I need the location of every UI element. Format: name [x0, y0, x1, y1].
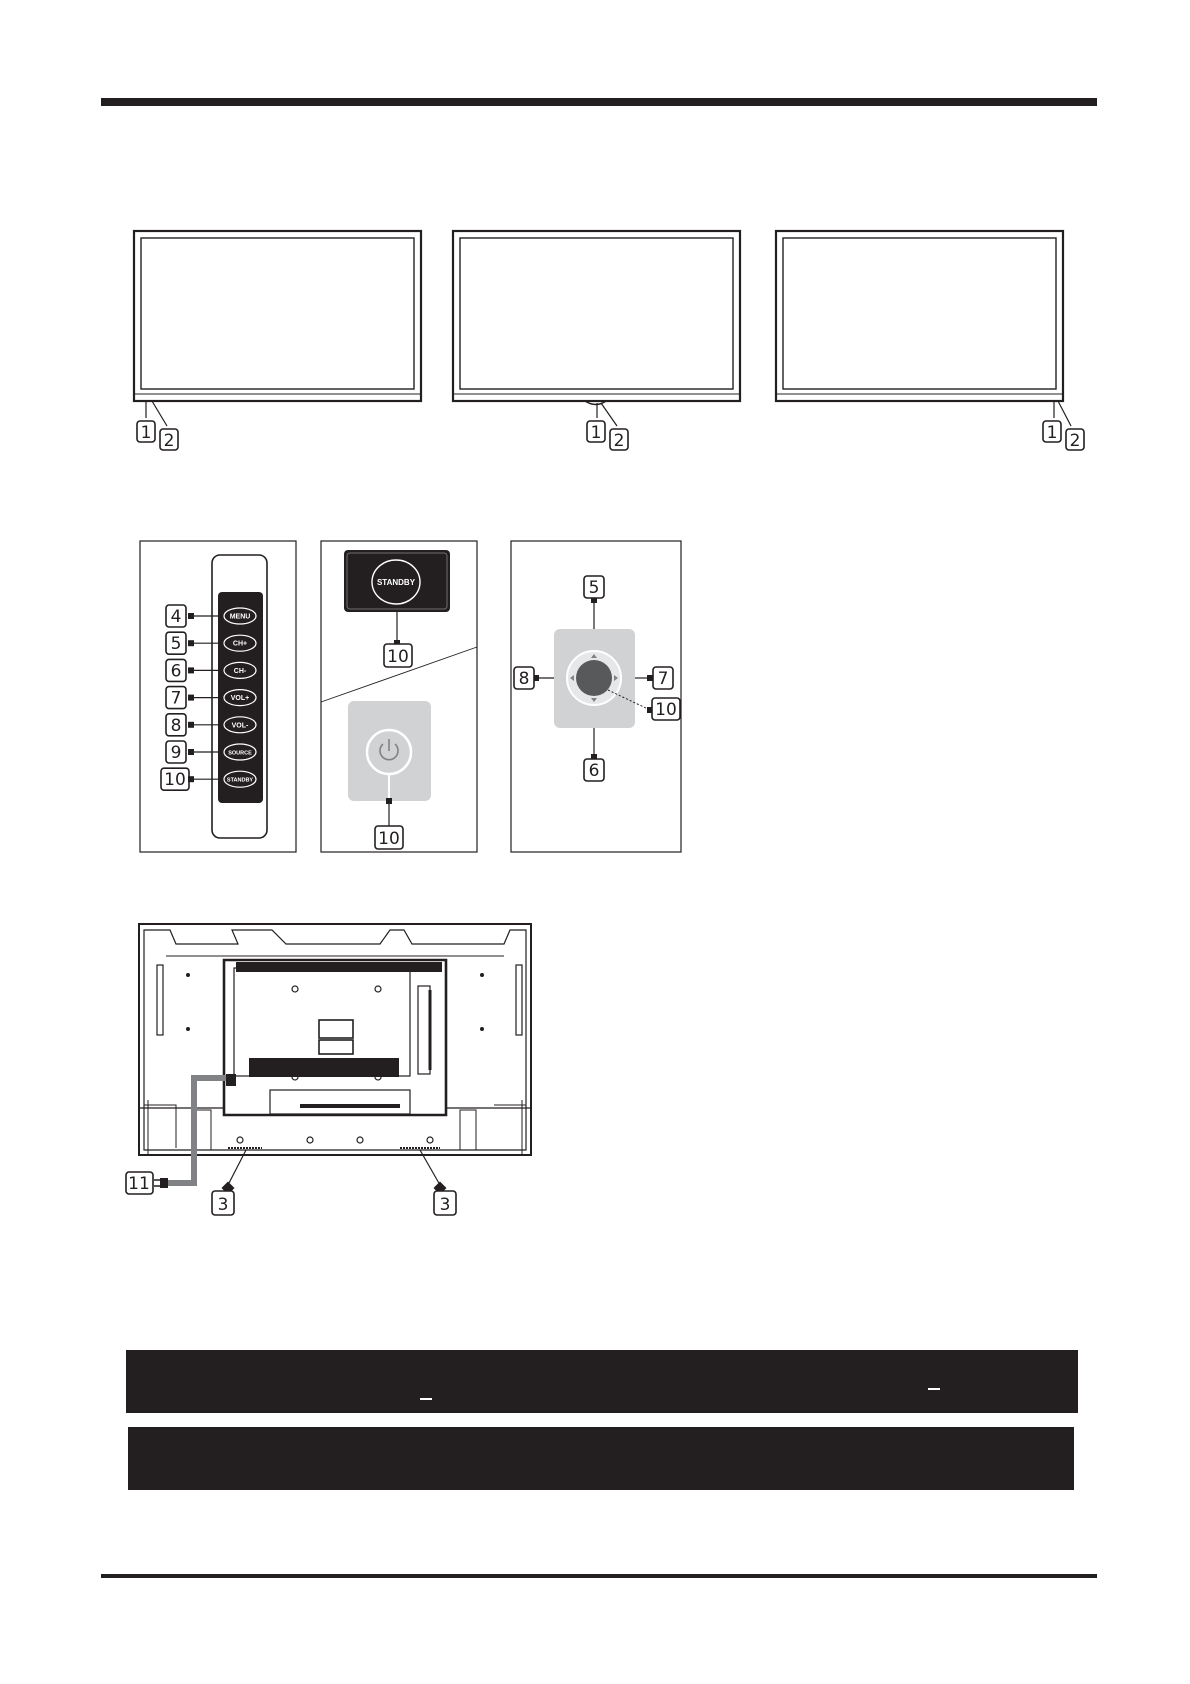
svg-text:4: 4: [170, 607, 182, 627]
bottom-rule: [101, 1574, 1097, 1578]
callout-7: [166, 687, 186, 709]
control-panel-buttons: [140, 541, 296, 852]
svg-text:SOURCE: SOURCE: [228, 750, 252, 757]
callout-8: [166, 714, 186, 736]
svg-text:1: 1: [1046, 423, 1058, 443]
callout-10-joystick: [652, 698, 680, 720]
leader-end: [188, 640, 194, 646]
tv-front-view-right: [776, 231, 1071, 426]
leader-end: [188, 776, 194, 782]
leader-end: [188, 667, 194, 673]
callout-1-right: [1043, 421, 1061, 443]
callout-8-joystick: [514, 667, 534, 689]
svg-text:10: 10: [387, 647, 409, 667]
button-ch-minus: [224, 662, 256, 678]
callout-2-right: [1066, 429, 1084, 451]
leader-end: [188, 695, 194, 701]
leader-end: [188, 722, 194, 728]
svg-text:10: 10: [164, 770, 186, 791]
bar-mark: [420, 1398, 432, 1400]
speaker-leaders: [222, 1150, 445, 1194]
callout-6: [166, 659, 186, 681]
svg-text:CH+: CH+: [232, 640, 248, 648]
button-ch-plus: [224, 635, 256, 651]
svg-text:3: 3: [217, 1195, 229, 1215]
svg-text:1: 1: [590, 423, 602, 443]
callout-3-speaker-left: [212, 1191, 234, 1215]
callout-9: [166, 741, 186, 763]
control-panel-standby: [321, 541, 477, 852]
tv-front-view-left: [134, 231, 421, 426]
callout-3-speaker-right: [434, 1191, 456, 1215]
svg-text:5: 5: [588, 578, 600, 598]
svg-text:11: 11: [128, 1174, 150, 1194]
tv-front-view-center: [453, 231, 740, 426]
callout-10: [161, 768, 189, 790]
leader-end: [188, 613, 194, 619]
svg-text:VOL+: VOL+: [230, 695, 250, 703]
callout-10-standby: [384, 644, 412, 667]
svg-text:3: 3: [439, 1195, 451, 1215]
svg-text:MENU: MENU: [229, 613, 251, 621]
callout-6-joystick: [584, 759, 604, 781]
button-standby: [224, 771, 256, 787]
svg-text:7: 7: [657, 669, 669, 689]
svg-text:CH-: CH-: [233, 667, 247, 675]
callout-10-power: [375, 826, 403, 849]
callout-1-left: [137, 421, 155, 443]
svg-text:2: 2: [613, 431, 625, 451]
callout-7-joystick: [653, 667, 673, 689]
svg-text:VOL-: VOL-: [231, 722, 249, 730]
callout-2-left: [160, 429, 178, 451]
svg-text:9: 9: [170, 743, 182, 763]
button-source: [224, 744, 256, 760]
callout-5-joystick: [584, 576, 604, 598]
svg-text:2: 2: [1069, 431, 1081, 451]
button-menu: [224, 608, 256, 624]
svg-text:8: 8: [518, 669, 530, 689]
svg-text:5: 5: [170, 634, 182, 655]
svg-text:8: 8: [170, 715, 182, 736]
svg-text:7: 7: [170, 688, 182, 709]
svg-text:1: 1: [140, 423, 152, 443]
tv-rear-view: [139, 924, 531, 1155]
callout-1-center: [587, 421, 605, 443]
bar-mark: [928, 1388, 940, 1390]
svg-text:6: 6: [170, 661, 182, 682]
svg-text:STANDBY: STANDBY: [376, 578, 416, 587]
callout-2-center: [610, 429, 628, 451]
note-bar-2: [128, 1427, 1074, 1490]
callout-5: [166, 632, 186, 654]
button-vol-plus: [224, 690, 256, 706]
svg-text:STANDBY: STANDBY: [226, 777, 254, 784]
svg-text:10: 10: [378, 829, 400, 849]
callout-4: [166, 605, 186, 627]
svg-text:6: 6: [588, 761, 600, 781]
leader-end: [188, 749, 194, 755]
joystick-icon: [576, 660, 612, 696]
svg-text:2: 2: [163, 431, 175, 451]
callout-11-power-cord: [126, 1172, 153, 1194]
note-bar-1: [126, 1350, 1078, 1413]
svg-text:10: 10: [655, 700, 677, 720]
button-vol-minus: [224, 717, 256, 733]
